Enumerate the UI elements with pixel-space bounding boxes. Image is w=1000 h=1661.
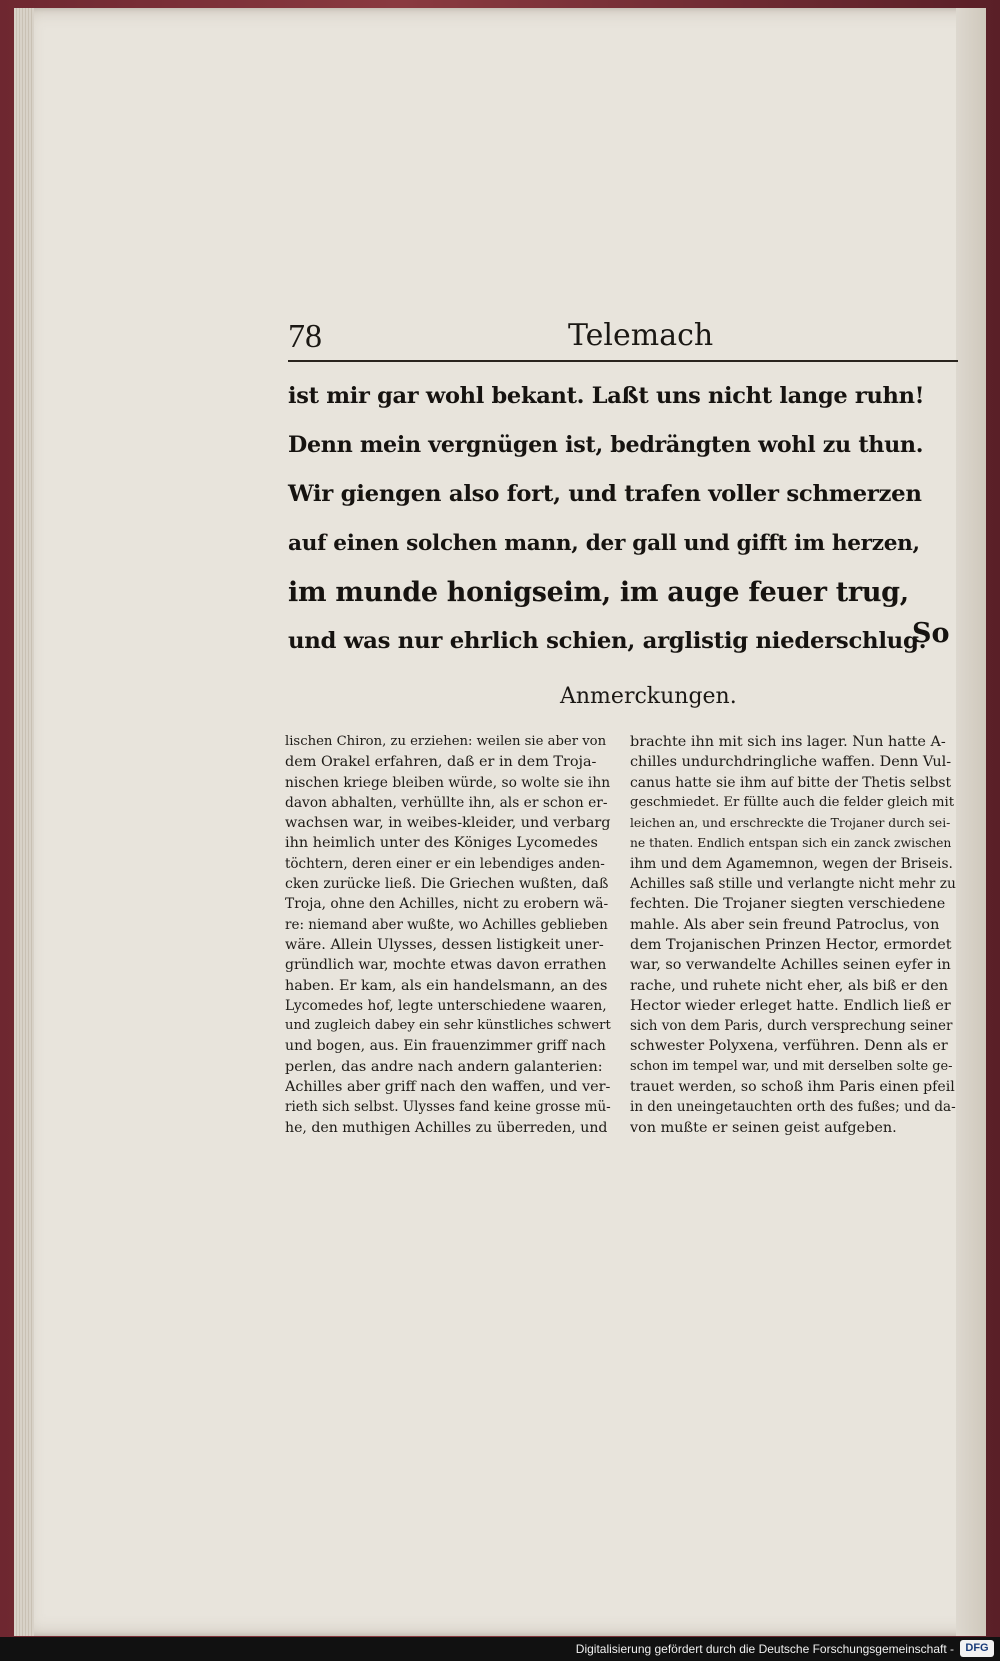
poem-block [288, 372, 938, 666]
note-line: canus hatte sie ihm auf bitte der Thetis selbst [630, 774, 952, 791]
note-line: wachsen war, in weibes-kleider, und verbarg [285, 815, 611, 832]
note-line: cken zurücke ließ. Die Griechen wußten, daß [285, 876, 609, 893]
note-line: schon im tempel war, und mit derselben solte ge- [630, 1058, 953, 1074]
note-line: Lycomedes hof, legte unterschiedene waaren, [285, 997, 607, 1014]
dfg-logo-icon: DFG [960, 1640, 994, 1657]
note-line: töchtern, deren einer er ein lebendiges anden- [285, 855, 605, 872]
note-line: rache, und ruhete nicht eher, als biß er den [630, 977, 948, 994]
poem-line: im munde honigseim, im auge feuer trug, [288, 577, 909, 608]
note-line: he, den muthigen Achilles zu überreden, und [285, 1119, 608, 1136]
notes-title: Anmerckungen. [560, 684, 737, 709]
note-line: haben. Er kam, als ein handelsmann, an des [285, 977, 608, 994]
page-header [288, 318, 958, 364]
note-line: chilles undurchdringliche waffen. Denn Vul- [630, 754, 952, 771]
note-line: dem Trojanischen Prinzen Hector, ermordet [630, 936, 952, 953]
note-line: perlen, das andre nach andern galanterien: [285, 1058, 603, 1075]
page-number: 78 [288, 318, 322, 355]
note-line: nischen kriege bleiben würde, so wolte sie ihn [285, 774, 611, 791]
poem-line: und was nur ehrlich schien, arglistig niederschlug. [288, 628, 927, 654]
digitization-footer [0, 1637, 1000, 1661]
note-line: trauet werden, so schoß ihm Paris einen pfeil [630, 1079, 955, 1096]
poem-line: auf einen solchen mann, der gall und gifft im herzen, [288, 531, 920, 556]
note-line: lischen Chiron, zu erziehen: weilen sie aber von [285, 734, 607, 749]
note-line: sich von dem Paris, durch versprechung seiner [630, 1018, 953, 1035]
note-line: gründlich war, mochte etwas davon errathen [285, 957, 607, 974]
page-stack-edge [14, 8, 34, 1636]
notes-left-column [285, 732, 615, 1138]
note-line: dem Orakel erfahren, daß er in dem Troja- [285, 754, 597, 771]
note-line: davon abhalten, verhüllte ihn, als er schon er- [285, 794, 608, 811]
catchword: So [912, 618, 950, 649]
note-line: Achilles saß stille und verlangte nicht mehr zu [630, 876, 956, 893]
note-line: ihm und dem Agamemnon, wegen der Briseis. [630, 855, 953, 872]
note-line: und zugleich dabey ein sehr künstliches schwert [285, 1018, 611, 1034]
note-line: leichen an, und erschreckte die Trojaner durch sei- [630, 816, 951, 831]
note-line: in den uneingetauchten orth des fußes; und da- [630, 1099, 956, 1116]
note-line: ne thaten. Endlich entspan sich ein zanck zwischen [630, 836, 952, 851]
footer-credit: Digitalisierung gefördert durch die Deutsche Forschungsgemeinschaft - [575, 1642, 954, 1656]
note-line: fechten. Die Trojaner siegten verschiedene [630, 896, 946, 913]
note-line: ihn heimlich unter des Königes Lycomedes [285, 835, 598, 852]
note-line: Hector wieder erleget hatte. Endlich ließ er [630, 997, 951, 1014]
poem-line: ist mir gar wohl bekant. Laßt uns nicht lange ruhn! [288, 383, 925, 409]
note-line: geschmiedet. Er füllte auch die felder gleich mit [630, 794, 955, 810]
note-line: rieth sich selbst. Ulysses fand keine grosse mü- [285, 1099, 611, 1116]
note-line: mahle. Als aber sein freund Patroclus, von [630, 916, 940, 933]
poem-line: Denn mein vergnügen ist, bedrängten wohl zu thun. [288, 432, 924, 458]
note-line: wäre. Allein Ulysses, dessen listigkeit uner- [285, 936, 604, 953]
header-rule [288, 360, 958, 362]
note-line: re: niemand aber wußte, wo Achilles geblieben [285, 916, 608, 933]
note-line: Achilles aber griff nach den waffen, und ver- [285, 1079, 611, 1096]
note-line: war, so verwandelte Achilles seinen eyfer in [630, 957, 951, 974]
note-line: von mußte er seinen geist aufgeben. [630, 1119, 897, 1136]
note-line: und bogen, aus. Ein frauenzimmer griff nach [285, 1038, 606, 1055]
note-line: schwester Polyxena, verführen. Denn als er [630, 1038, 948, 1055]
note-line: brachte ihn mit sich ins lager. Nun hatte A- [630, 734, 946, 750]
notes-right-column [630, 732, 958, 1138]
note-line: Troja, ohne den Achilles, nicht zu erobern wä- [285, 896, 609, 913]
poem-line: Wir giengen also fort, und trafen voller schmerzen [288, 481, 922, 507]
facing-page-strip [956, 8, 986, 1636]
running-head: Telemach [568, 318, 714, 353]
